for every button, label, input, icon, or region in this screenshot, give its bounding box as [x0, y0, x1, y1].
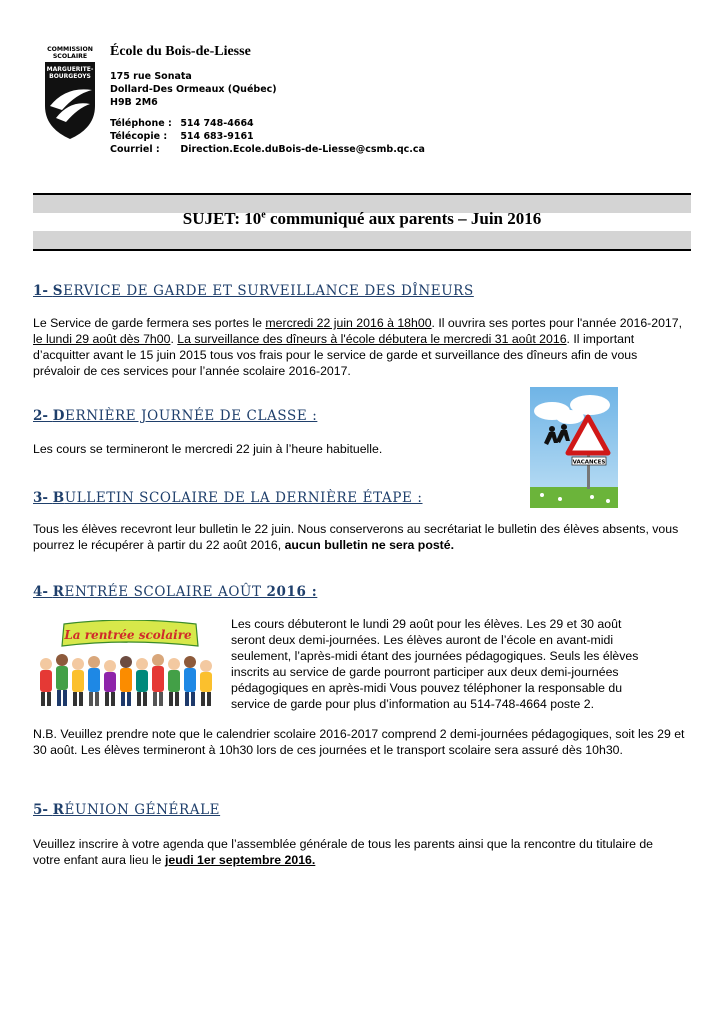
- vacances-sign-illustration: [530, 387, 618, 508]
- bottom-rule: [33, 249, 691, 251]
- email-address: Direction.Ecole.duBois-de-Liesse@csmb.qc.ca: [180, 144, 425, 155]
- svg-text:MARGUERITE-: MARGUERITE-: [46, 66, 94, 73]
- section-3-heading: 3- BULLETIN SCOLAIRE DE LA DERNIÈRE ÉTAPE :: [33, 490, 423, 506]
- section-5-heading: 5- RÉUNION GÉNÉRALE: [33, 802, 221, 818]
- svg-text:BOURGEOYS: BOURGEOYS: [49, 73, 91, 80]
- email-line: [110, 143, 425, 156]
- svg-text:VACANCES: VACANCES: [572, 459, 606, 466]
- fax-label: Télécopie :: [110, 131, 168, 142]
- section-4-note: N.B. Veuillez prendre note que le calendrier scolaire 2016-2017 comprend 2 demi-journées pédagogiques, soit les 29 et 30 août. Les élèves termineront à 10h30 lors de ces journées et le transport scolaire sera assuré dès 10h30.: [33, 727, 685, 757]
- fax-line: [110, 130, 254, 143]
- address-city: Dollard-Des Ormeaux (Québec): [110, 84, 277, 95]
- svg-text:COMMISSION: COMMISSION: [47, 46, 93, 53]
- address-postal-code: H9B 2M6: [110, 97, 158, 108]
- section-2-heading: 2- DERNIÈRE JOURNÉE DE CLASSE :: [33, 408, 318, 424]
- section-1-heading: 1- SERVICE DE GARDE ET SURVEILLANCE DES DÎNEURS: [33, 283, 474, 299]
- section-1-paragraph: Le Service de garde fermera ses portes le mercredi 22 juin 2016 à 18h00. Il ouvrira ses portes pour l'année 2016-2017, le lundi 29 août dès 7h00. La surveillance des dîneurs à l'école débutera le mercredi 31 août 2016. Il important d’acquitter avant le 15 juin 2015 tous vos frais pour le service de garde et surveillance des dîneurs afin de vous prévaloir de ces services pour l’année scolaire 2016-2017.: [33, 316, 683, 378]
- section-5-paragraph: Veuillez inscrire à votre agenda que l’assemblée générale de tous les parents ainsi que la rencontre du titulaire de votre enfant aura lieu le jeudi 1er septembre 2016.: [33, 837, 654, 867]
- phone-label: Téléphone :: [110, 118, 172, 129]
- phone-line: [110, 117, 254, 130]
- section-4-paragraph: Les cours débuteront le lundi 29 août pour les élèves. Les 29 et 30 août seront deux demi-journées. Les élèves auront de l’école en avant-midi seulement, l’après-midi étant des journées pédagogiques. Seuls les élèves inscrits au service de garde pourront participer aux deux demi-journées pédagogiques en après-midi Vous pouvez téléphoner la responsable du service de garde pour plus d’information au 514-748-4664 poste 2.: [231, 617, 639, 711]
- svg-text:SCOLAIRE: SCOLAIRE: [52, 53, 88, 60]
- rentree-scolaire-illustration: [36, 620, 216, 712]
- commission-scolaire-logo: [42, 44, 98, 140]
- section-3-paragraph: Tous les élèves recevront leur bulletin le 22 juin. Nous conserverons au secrétariat le bulletin des élèves absents, vous pourrez le récupérer à partir du 22 août 2016, aucun bulletin ne sera posté.: [33, 522, 679, 552]
- section-2-paragraph: Les cours se termineront le mercredi 22 juin à l’heure habituelle.: [33, 442, 383, 456]
- phone-number: 514 748-4664: [180, 118, 254, 129]
- subject-title: SUJET: 10e communiqué aux parents – Juin 2016: [182, 209, 542, 228]
- email-label: Courriel :: [110, 144, 160, 155]
- address-street: 175 rue Sonata: [110, 71, 192, 82]
- fax-number: 514 683-9161: [180, 131, 254, 142]
- school-name: École du Bois-de-Liesse: [110, 44, 251, 59]
- bottom-grey-band: [33, 231, 691, 249]
- section-4-heading: 4- RENTRÉE SCOLAIRE AOÛT 2016 :: [33, 584, 318, 600]
- svg-text:La rentrée scolaire: La rentrée scolaire: [64, 628, 192, 642]
